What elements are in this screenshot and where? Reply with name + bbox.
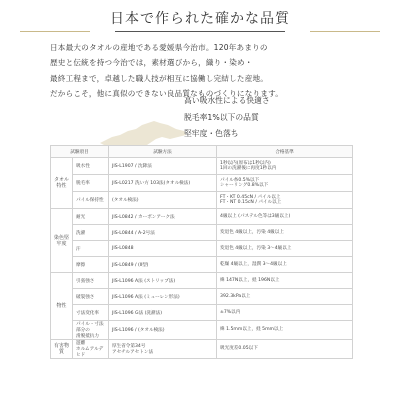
item-cell: 引張強さ [73,273,109,289]
table-row [51,241,353,257]
category-cell: 染色堅牢度 [51,209,73,273]
table-row [51,340,353,359]
header-test-item: 試験項目 [51,146,109,158]
crit-cell: ±7%以内 [217,305,353,321]
table-row [51,175,353,192]
item-cell: 洗濯 [73,225,109,241]
crit-cell: 乾燥 4級以上，湿潤 3〜4級以上 [217,257,353,273]
page-title: 日本で作られた確かな品質 [110,11,290,27]
table-row [51,273,353,289]
intro-line: 歴史と伝統を持つ今治では，素材選びから，織り・染め・ [50,58,253,68]
crit-cell: 変退色 4級以上，汚染 3〜4級以上 [217,241,353,257]
item-cell: 遊離 ホルムアルデヒド [73,340,109,359]
method-cell: JIS-L1096 A法 (ミューレン形法) [109,289,217,305]
item-cell: 破裂強さ [73,289,109,305]
crit-cell: FT・KT 0.45cN / パイル以上 FT・NT 0.15cN / パイル以上 [217,192,353,209]
category-cell: 有害物質 [51,340,73,359]
section-header [0,0,400,33]
intro-line: 最終工程まで，卓越した職人技が相互に協働し完結した産地。 [50,73,269,83]
item-cell: 寸法変化率 [73,305,109,321]
feature-lint-rate: 脱毛率1%以下の品質 [184,112,259,122]
method-cell: JIS-L1096 / (タオル検法) [109,321,217,340]
item-cell: 摩擦 [73,257,109,273]
item-cell: パイル・寸法部分の 滑脱抵抗力 [73,321,109,340]
crit-cell: 緯 1.5mm以上，経 5mm以上 [217,321,353,340]
quality-spec-table [50,145,353,359]
intro-line: だからこそ，他に真似のできない良品質なものづくりになります。 [50,89,284,99]
method-cell: JIS-L1096 A法 (ストリップ法) [109,273,217,289]
method-cell: 厚生省令第34号 アセチルアセトン法 [109,340,217,359]
crit-cell: 4級以上 (パステル色等は3級以上) [217,209,353,225]
table-row [51,192,353,209]
table-row [51,209,353,225]
table-row [51,225,353,241]
method-cell: JIS-L0844 / A-2号法 [109,225,217,241]
method-cell: JIS-L0842 / カーボンアーク法 [109,209,217,225]
table-row [51,158,353,175]
title-underline [115,31,285,32]
header-pass-criteria: 合格基準 [217,146,353,158]
method-cell: JIS-L1096 G法 (洗濯法) [109,305,217,321]
crit-cell: 変退色 4級以上，汚染 4級以上 [217,225,353,241]
title-divider-right [310,31,380,32]
table-row [51,257,353,273]
item-cell: 脱毛率 [73,175,109,192]
crit-cell: 1秒以内(原布は1秒以内) 1回の洗濯後に再度1秒以内 [217,158,353,175]
table-header-row [51,146,353,158]
table-row [51,289,353,305]
method-cell: JIS-L0217 洗い方 103法(タオル検法) [109,175,217,192]
item-cell: 耐光 [73,209,109,225]
crit-cell: 緯 147N以上，経 196N以上 [217,273,353,289]
category-cell: タオル特性 [51,158,73,209]
method-cell: JIS-L0849 / (Ⅱ型) [109,257,217,273]
feature-absorbency: 高い吸水性による快適さ [184,96,270,105]
feature-list [184,93,344,143]
intro-line: 日本最大のタオルの産地である愛媛県今治市。120年あまりの [50,43,268,52]
crit-cell: 吸光度差0.05以下 [217,340,353,359]
table-row [51,305,353,321]
item-cell: 汗 [73,241,109,257]
category-cell: 物性 [51,273,73,340]
method-cell: (タオル検法) [109,192,217,209]
method-cell: JIS-L0848 [109,241,217,257]
item-cell: パイル保持性 [73,192,109,209]
crit-cell: 392.3kPa以上 [217,289,353,305]
feature-colorfastness: 堅牢度・色落ち [184,129,239,138]
title-divider-left [20,31,90,32]
table-row [51,321,353,340]
table-body [51,158,353,359]
method-cell: JIS-L1907 / 沈降法 [109,158,217,175]
crit-cell: パイル糸0.5%以下 シャーリング0.8%以下 [217,175,353,192]
header-test-method: 試験方法 [109,146,217,158]
item-cell: 吸水性 [73,158,109,175]
